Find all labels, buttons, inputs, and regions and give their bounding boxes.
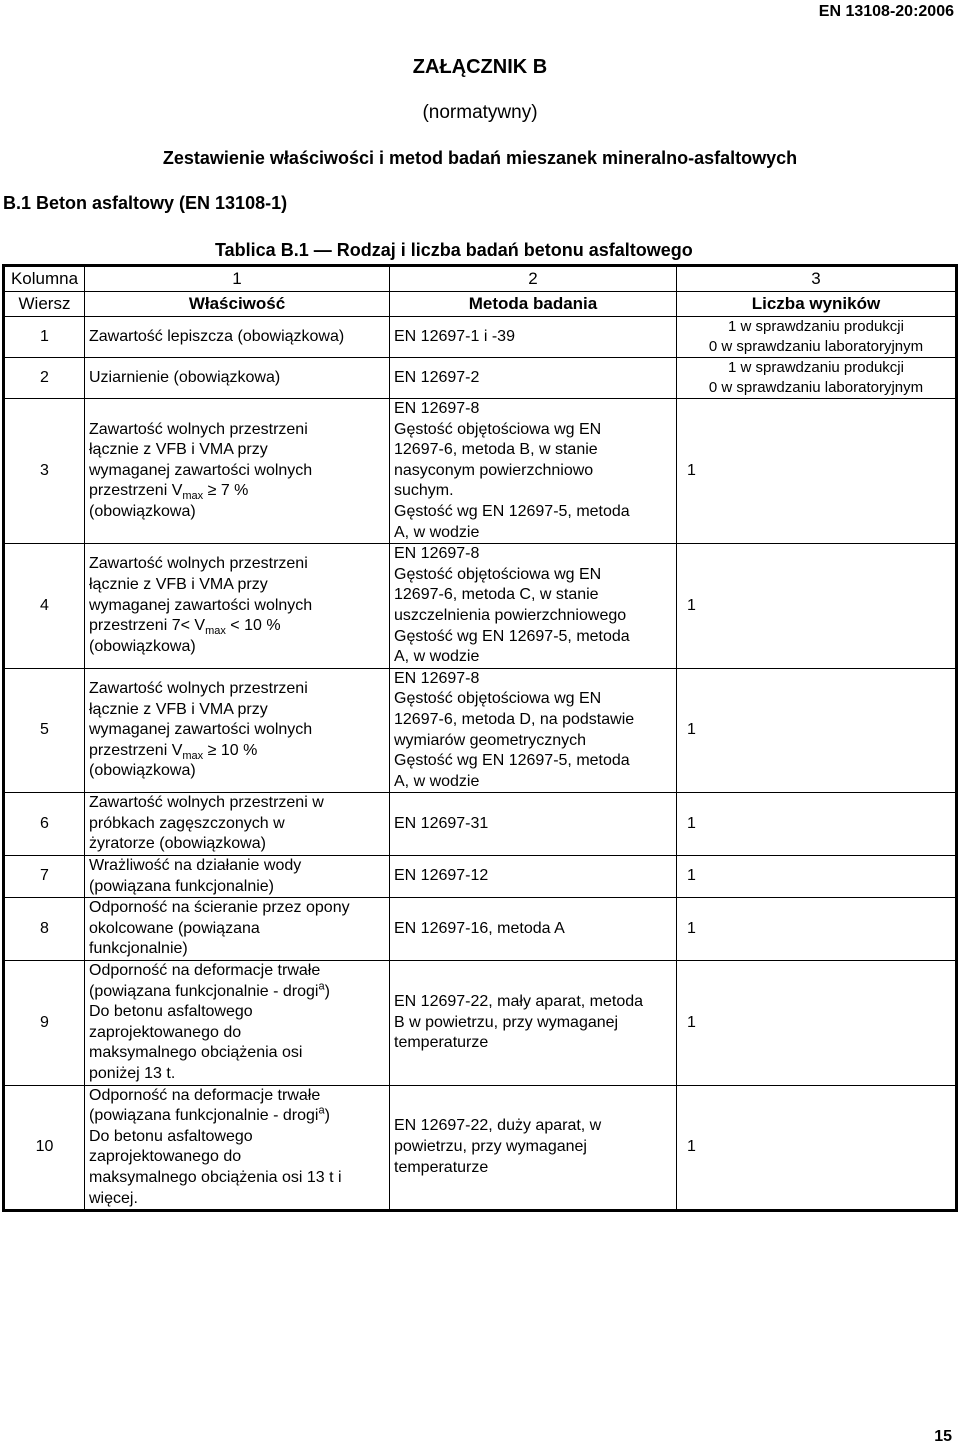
property-cell [85,856,390,898]
results-cell: 1 [677,898,957,961]
method-line: EN 12697-8 [394,545,480,563]
method-line: B w powietrzu, przy wymaganej [394,1013,619,1031]
property-text: ≥ 7 % [203,482,249,500]
property-text: przestrzeni 7< V [89,617,206,635]
results-line: 0 w sprawdzaniu laboratoryjnym [708,379,924,396]
property-line: Do betonu asfaltowego [89,1127,253,1145]
results-cell [677,358,957,399]
property-cell [85,668,390,793]
annex-title: ZAŁĄCZNIK B [412,56,548,78]
property-line [89,982,385,1003]
property-line [89,481,385,502]
method-line: Gęstość objętościowa wg EN [394,690,602,708]
results-line: 1 w sprawdzaniu produkcji [728,359,904,376]
results-cell: 1 [677,668,957,793]
row-number: 2 [4,358,85,399]
page-number: 15 [934,1428,952,1445]
footnote-marker: a [318,1104,325,1117]
property-line: (obowiązkowa) [89,762,196,780]
row-number: 9 [4,961,85,1086]
method-line: wymiarów geometrycznych [394,731,587,749]
results-cell: 1 [677,793,957,856]
property-line: zaprojektowanego do [89,1023,242,1041]
property-line: żyratorze (obowiązkowa) [89,835,266,853]
method-cell [390,961,677,1086]
method-line: A, w wodzie [394,648,480,666]
property-text: przestrzeni V [89,482,183,500]
property-text: ) [324,982,330,1000]
property-line: Odporność na deformacje trwałe [89,1086,321,1104]
footnote-marker: a [318,980,325,993]
method-line: suchym. [394,482,454,500]
row-number: 1 [4,317,85,358]
table-row [4,358,957,399]
property-text: < 10 % [225,617,281,635]
table-caption: Tablica B.1 — Rodzaj i liczba badań betonu asfaltowego [215,240,693,260]
property-cell [85,961,390,1086]
table-row [4,898,957,961]
property-line: wymaganej zawartości wolnych [89,721,313,739]
property-line: próbkach zagęszczonych w [89,814,285,832]
property-cell [85,898,390,961]
results-header: Liczba wyników [677,292,957,317]
method-line: A, w wodzie [394,772,480,790]
property-cell [85,1085,390,1211]
row-number: 4 [4,544,85,669]
method-line: temperaturze [394,1158,489,1176]
table-row [4,1085,957,1211]
vmax-subscript: max [182,749,204,762]
results-cell: 1 [677,1085,957,1211]
method-line: Gęstość wg EN 12697-5, metoda [394,502,630,520]
row-number: 3 [4,399,85,544]
results-cell: 1 [677,856,957,898]
property-text: ) [324,1107,330,1125]
header-row [4,292,957,317]
method-cell [390,544,677,669]
method-line: EN 12697-8 [394,669,480,687]
property-line: łącznie z VFB i VMA przy [89,441,268,459]
annex-subtitle: Zestawienie właściwości i metod badań mieszanek mineralno-asfaltowych [162,148,798,168]
method-line: Gęstość wg EN 12697-5, metoda [394,752,630,770]
property-text: (powiązana funkcjonalnie - drogi [89,1107,319,1125]
property-line: Odporność na deformacje trwałe [89,962,321,980]
row-number: 8 [4,898,85,961]
property-cell [85,793,390,856]
method-line: uszczelnienia powierzchniowego [394,606,627,624]
method-cell [390,668,677,793]
table-row [4,793,957,856]
row-number: 5 [4,668,85,793]
method-cell [390,1085,677,1211]
column-label: Kolumna [4,266,85,292]
row-label-header: Wiersz [4,292,85,317]
property-line: Do betonu asfaltowego [89,1003,253,1021]
table-row [4,544,957,669]
property-line: Zawartość wolnych przestrzeni [89,420,308,438]
property-cell: Zawartość lepiszcza (obowiązkowa) [85,317,390,358]
standard-code: EN 13108-20:2006 [818,3,954,20]
property-line: Zawartość wolnych przestrzeni w [89,794,324,812]
property-line: (obowiązkowa) [89,502,196,520]
table-row [4,668,957,793]
method-line: EN 12697-8 [394,400,480,417]
property-line [89,1106,385,1127]
table-row [4,856,957,898]
property-line: Wrażliwość na działanie wody [89,857,302,875]
column-number-row [4,266,957,292]
property-line: okolcowane (powiązana [89,919,260,937]
property-line: więcej. [89,1189,138,1207]
results-cell: 1 [677,544,957,669]
method-line: temperaturze [394,1034,489,1052]
table-row [4,961,957,1086]
table-row [4,317,957,358]
property-header: Właściwość [85,292,390,317]
method-line: Gęstość objętościowa wg EN [394,565,602,583]
property-cell: Uziarnienie (obowiązkowa) [85,358,390,399]
property-line: Odporność na ścieranie przez opony [89,899,350,917]
property-line: maksymalnego obciążenia osi [89,1044,303,1062]
properties-table [2,264,958,1212]
method-line: EN 12697-22, duży aparat, w [394,1117,602,1135]
property-line: (powiązana funkcjonalnie) [89,877,274,895]
method-cell: EN 12697-2 [390,358,677,399]
method-cell: EN 12697-12 [390,856,677,898]
method-line: 12697-6, metoda C, w stanie [394,586,599,604]
method-header: Metoda badania [390,292,677,317]
property-text: (powiązana funkcjonalnie - drogi [89,982,319,1000]
vmax-subscript: max [205,625,226,638]
row-number: 7 [4,856,85,898]
method-cell: EN 12697-31 [390,793,677,856]
vmax-subscript: max [182,490,204,503]
method-line: 12697-6, metoda B, w stanie [394,441,598,459]
method-line: EN 12697-22, mały aparat, metoda [394,992,644,1010]
results-line: 0 w sprawdzaniu laboratoryjnym [708,338,924,355]
property-line: zaprojektowanego do [89,1148,242,1166]
results-cell [677,317,957,358]
property-line: (obowiązkowa) [89,637,196,655]
property-cell [85,399,390,544]
row-number: 10 [4,1085,85,1211]
method-line: Gęstość objętościowa wg EN [394,420,602,438]
method-cell [390,399,677,544]
property-line: Zawartość wolnych przestrzeni [89,555,308,573]
column-2-number: 2 [390,266,677,292]
property-line: łącznie z VFB i VMA przy [89,576,268,594]
property-cell [85,544,390,669]
property-line: wymaganej zawartości wolnych [89,461,313,479]
results-line: 1 w sprawdzaniu produkcji [728,318,904,335]
table-row [4,399,957,544]
property-text: ≥ 10 % [203,741,258,759]
column-1-number: 1 [85,266,390,292]
method-line: A, w wodzie [394,523,480,541]
property-line [89,616,385,637]
property-line: łącznie z VFB i VMA przy [89,700,268,718]
method-line: powietrzu, przy wymaganej [394,1138,587,1156]
property-line [89,741,385,762]
property-text: przestrzeni V [89,741,183,759]
results-cell: 1 [677,399,957,544]
annex-type: (normatywny) [422,102,538,123]
property-line: poniżej 13 t. [89,1065,176,1082]
method-line: 12697-6, metoda D, na podstawie [394,710,635,728]
row-number: 6 [4,793,85,856]
property-line: wymaganej zawartości wolnych [89,596,313,614]
property-line: funkcjonalnie) [89,940,188,958]
property-line: maksymalnego obciążenia osi 13 t i [89,1168,342,1186]
method-line: nasyconym powierzchniowo [394,461,594,479]
section-heading: B.1 Beton asfaltowy (EN 13108-1) [3,193,288,213]
column-3-number: 3 [677,266,957,292]
property-line: Zawartość wolnych przestrzeni [89,680,308,698]
method-line: Gęstość wg EN 12697-5, metoda [394,627,630,645]
method-cell: EN 12697-16, metoda A [390,898,677,961]
results-cell: 1 [677,961,957,1086]
method-cell: EN 12697-1 i -39 [390,317,677,358]
